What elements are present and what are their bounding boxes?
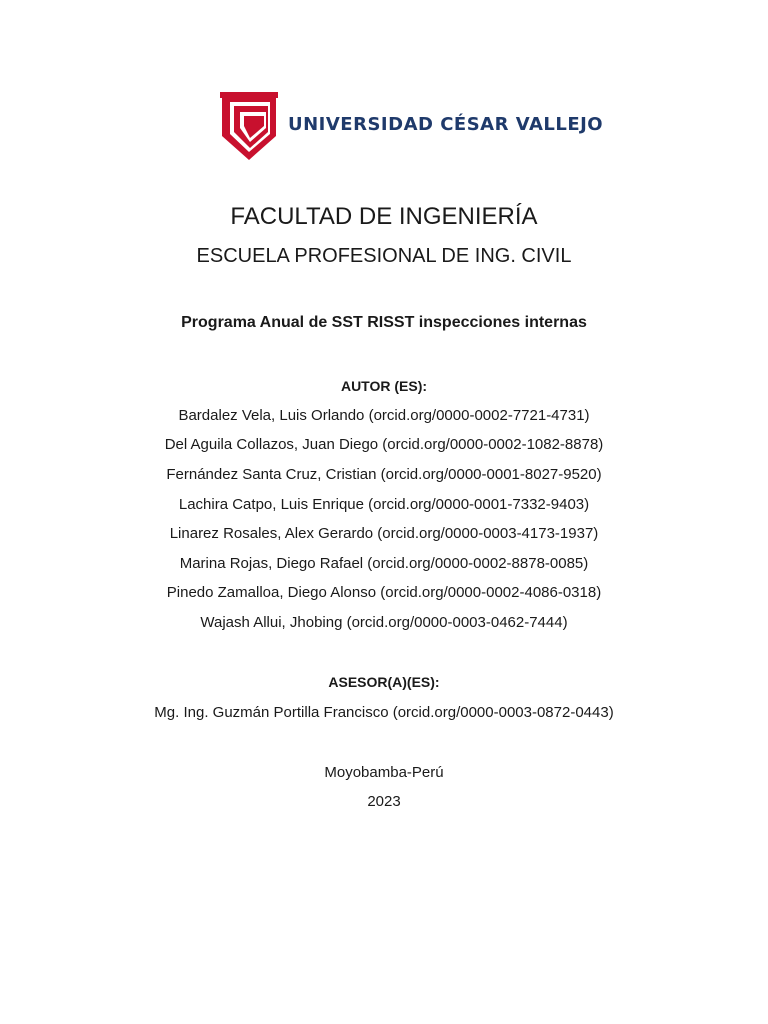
author-item: Wajash Allui, Jhobing (orcid.org/0000-0003-0462-7444): [200, 614, 568, 631]
advisors-heading: ASESOR(A)(ES):: [328, 674, 440, 690]
university-name: UNIVERSIDAD CÉSAR VALLEJO: [288, 114, 604, 135]
author-item: Lachira Catpo, Luis Enrique (orcid.org/0000-0001-7332-9403): [178, 496, 590, 513]
authors-heading: AUTOR (ES):: [340, 378, 428, 394]
author-item: Del Aguila Collazos, Juan Diego (orcid.org/0000-0002-1082-8878): [164, 436, 604, 453]
author-item: Pinedo Zamalloa, Diego Alonso (orcid.org/0000-0002-4086-0318): [166, 584, 602, 601]
university-logo: [220, 92, 604, 162]
year-text: 2023: [367, 793, 401, 810]
faculty-heading: FACULTAD DE INGENIERÍA: [230, 203, 538, 230]
author-item: Bardalez Vela, Luis Orlando (orcid.org/0000-0002-7721-4731): [178, 407, 590, 424]
place-text: Moyobamba-Perú: [324, 764, 444, 781]
school-heading: ESCUELA PROFESIONAL DE ING. CIVIL: [196, 245, 572, 267]
author-item: Linarez Rosales, Alex Gerardo (orcid.org/0000-0003-4173-1937): [169, 525, 599, 542]
ucv-shield-icon: [220, 92, 280, 162]
author-item: Marina Rojas, Diego Rafael (orcid.org/0000-0002-8878-0085): [179, 555, 589, 572]
author-item: Fernández Santa Cruz, Cristian (orcid.org/0000-0001-8027-9520): [166, 466, 602, 483]
advisor-item: Mg. Ing. Guzmán Portilla Francisco (orcid.org/0000-0003-0872-0443): [154, 704, 614, 721]
document-title: Programa Anual de SST RISST inspecciones internas: [181, 314, 587, 331]
